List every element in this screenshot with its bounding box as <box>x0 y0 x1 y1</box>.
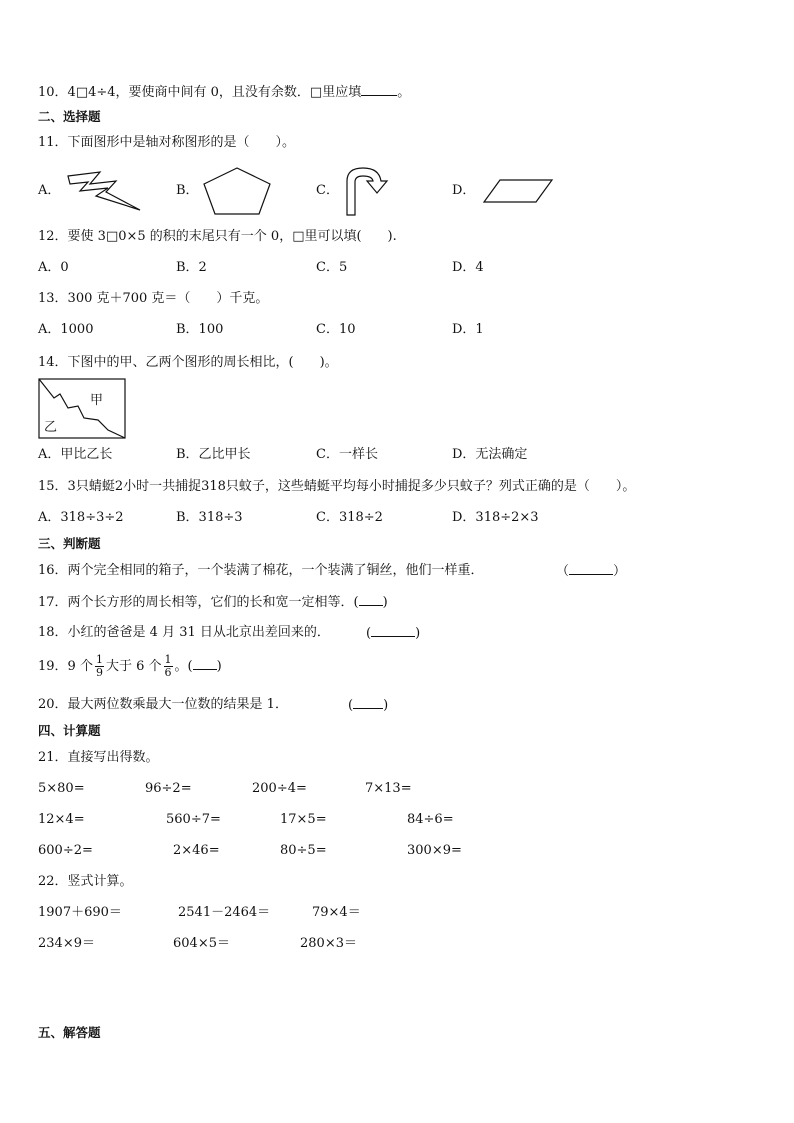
calc-item: 96÷2= <box>145 781 192 796</box>
option-b[interactable]: B．2 <box>176 260 207 275</box>
question-17: 17．两个长方形的周长相等，它们的长和宽一定相等．( ) <box>38 595 388 610</box>
calc-item: 79×4＝ <box>312 905 361 920</box>
option-label: B． <box>176 183 199 198</box>
option-c[interactable]: C．5 <box>316 260 348 275</box>
parallelogram-icon <box>482 178 554 204</box>
question-12: 12．要使 3□0×5 的积的末尾只有一个 0，□里可以填( ). <box>38 229 397 244</box>
calc-item: 12×4= <box>38 812 85 827</box>
option-d[interactable]: D．318÷2×3 <box>452 510 539 525</box>
option-a[interactable]: A．318÷3÷2 <box>38 510 124 525</box>
option-c[interactable]: C．318÷2 <box>316 510 383 525</box>
calc-item: 5×80= <box>38 781 85 796</box>
calc-item: 1907＋690＝ <box>38 905 122 920</box>
option-c[interactable]: C．10 <box>316 322 356 337</box>
question-19: 19．9 个 $\frac{1}{9}$ 大于 6 个 $\frac{1}{6}$ 。( ) <box>38 653 222 679</box>
answer-paren[interactable]: （ ） <box>556 564 627 579</box>
calc-item: 234×9＝ <box>38 936 95 951</box>
option-b[interactable]: B．318÷3 <box>176 510 243 525</box>
pentagon-icon <box>203 167 271 215</box>
fraction-one-sixth: $\frac{1}{6}$ <box>164 653 172 679</box>
section-heading-word-problems: 五、解答题 <box>38 1025 101 1040</box>
answer-paren[interactable]: ( ) <box>348 698 389 713</box>
answer-paren[interactable]: ( ) <box>366 626 421 641</box>
question-16: 16．两个完全相同的箱子，一个装满了棉花，一个装满了铜丝，他们一样重． <box>38 563 484 578</box>
question-10-text: 10．4□4÷4，要使商中间有 0，且没有余数．□里应填 <box>38 85 362 100</box>
section-heading-choice: 二、选择题 <box>38 109 101 124</box>
u-turn-arrow-icon <box>343 165 399 217</box>
calc-item: 604×5＝ <box>173 936 230 951</box>
calc-item: 200÷4= <box>252 781 307 796</box>
option-label: D． <box>452 183 476 198</box>
lightning-icon <box>66 170 142 212</box>
section-heading-judgement: 三、判断题 <box>38 536 101 551</box>
question-20: 20．最大两位数乘最大一位数的结果是 1． <box>38 697 288 712</box>
figure-label-jia: 甲 <box>90 393 104 408</box>
calc-item: 17×5= <box>280 812 327 827</box>
question-21: 21．直接写出得数。 <box>38 750 159 765</box>
calc-item: 300×9= <box>407 843 462 858</box>
question-15: 15．3只蜻蜓2小时一共捕捉318只蚊子，这些蜻蜓平均每小时捕捉多少只蚊子？列式正确的是（ ）。 <box>38 479 636 494</box>
calc-item: 80÷5= <box>280 843 327 858</box>
answer-blank[interactable] <box>193 657 217 670</box>
answer-blank[interactable] <box>361 83 397 96</box>
question-22: 22．竖式计算。 <box>38 874 133 889</box>
figure-label-yi: 乙 <box>44 420 58 435</box>
answer-blank[interactable] <box>359 593 383 606</box>
question-13: 13．300 克＋700 克＝（ ）千克。 <box>38 291 269 306</box>
option-label: A． <box>38 183 61 198</box>
question-14: 14．下图中的甲、乙两个图形的周长相比，( )。 <box>38 355 338 370</box>
question-11: 11．下面图形中是轴对称图形的是（ ）。 <box>38 135 296 150</box>
calc-item: 2×46= <box>173 843 220 858</box>
option-d[interactable]: D．4 <box>452 260 484 275</box>
option-b[interactable]: B．100 <box>176 322 224 337</box>
option-label: C． <box>316 183 339 198</box>
calc-item: 280×3＝ <box>300 936 357 951</box>
question-10: 10．4□4÷4，要使商中间有 0，且没有余数．□里应填 。 <box>38 85 411 100</box>
option-a[interactable]: A．甲比乙长 <box>38 447 113 462</box>
question-18: 18．小红的爸爸是 4 月 31 日从北京出差回来的． <box>38 625 330 640</box>
calc-item: 84÷6= <box>407 812 454 827</box>
calc-item: 2541－2464＝ <box>178 905 271 920</box>
fraction-one-ninth: $\frac{1}{9}$ <box>95 653 103 679</box>
option-c[interactable]: C．一样长 <box>316 447 378 462</box>
calc-item: 7×13= <box>365 781 412 796</box>
section-heading-calculation: 四、计算题 <box>38 723 101 738</box>
option-d[interactable]: D．无法确定 <box>452 447 528 462</box>
calc-item: 600÷2= <box>38 843 93 858</box>
option-d[interactable]: D．1 <box>452 322 484 337</box>
option-b[interactable]: B．乙比甲长 <box>176 447 251 462</box>
option-a[interactable]: A．1000 <box>38 322 94 337</box>
option-a[interactable]: A．0 <box>38 260 69 275</box>
calc-item: 560÷7= <box>166 812 221 827</box>
